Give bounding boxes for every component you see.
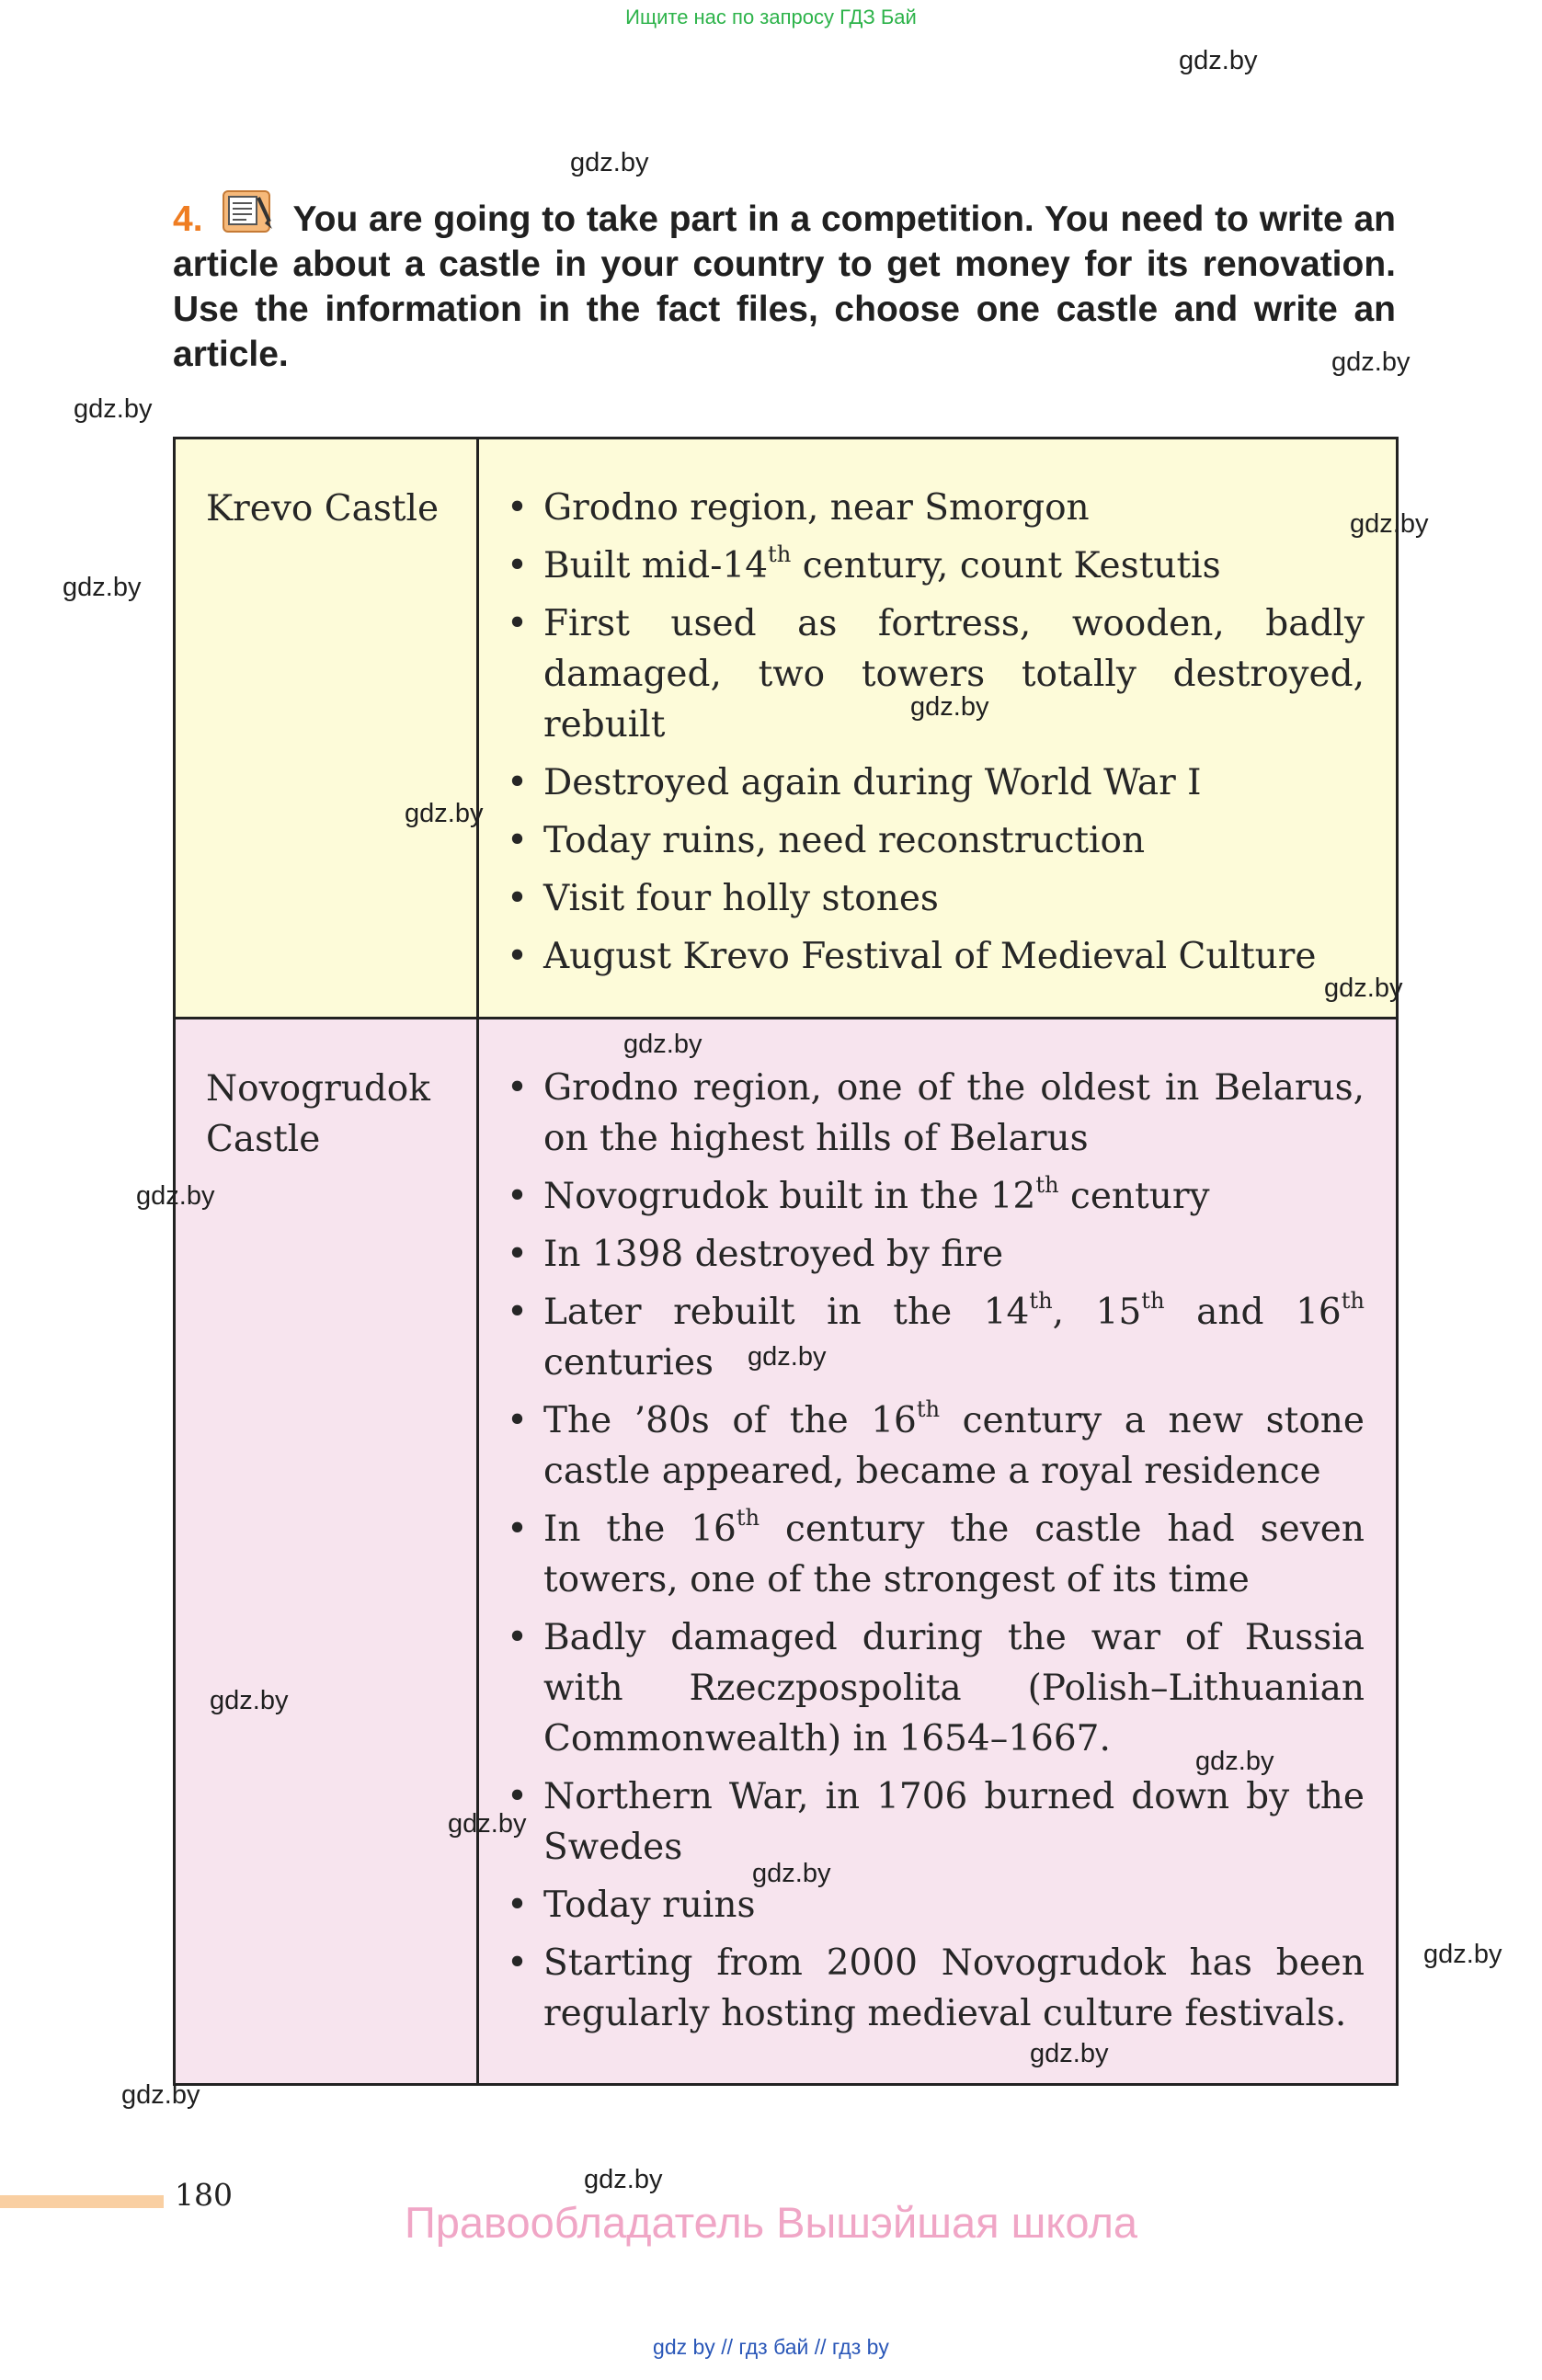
fact-text: Northern War, in 1706 burned down by the Swedes — [543, 1776, 1365, 1868]
fact-item: • In the 16th century the castle had seven towers, one of the strongest of its time — [507, 1505, 1365, 1600]
fact-item: • Badly damaged during the war of Russia with Rzeczpospolita (Polish–Lithuanian Commonwealth) in 1654–1667. — [507, 1617, 1365, 1759]
castle-name-cell — [175, 1019, 478, 2085]
page-number: 180 — [175, 2177, 233, 2213]
castle-name-cell — [175, 438, 478, 1019]
castle-name: Krevo Castle — [206, 488, 440, 530]
watermark: gdz.by — [1331, 347, 1411, 377]
watermark: gdz.by — [1030, 2039, 1109, 2068]
fact-item: • Novogrudok built in the 12th century — [507, 1172, 1210, 1217]
fact-text: Visit four holly stones — [543, 878, 939, 919]
watermark: gdz.by — [623, 1030, 702, 1059]
fact-text: Starting from 2000 Novogrudok has been regularly hosting medieval culture festivals. — [543, 1942, 1365, 2034]
watermark: gdz.by — [752, 1859, 831, 1888]
fact-item: • Later rebuilt in the 14th, 15th and 16th centuries — [507, 1288, 1365, 1384]
watermark: gdz.by — [1324, 974, 1403, 1003]
fact-text: Grodno region, one of the oldest in Belarus, on the highest hills of Belarus — [543, 1067, 1365, 1159]
watermark: gdz.by — [1423, 1940, 1502, 1969]
krevo-castle-row — [175, 438, 1398, 1019]
watermark: gdz.by — [448, 1809, 527, 1839]
watermark: gdz.by — [121, 2080, 200, 2110]
watermark: gdz.by — [570, 148, 649, 177]
novogrudok-facts-list — [503, 1063, 1365, 2039]
watermark: gdz.by — [210, 1686, 289, 1715]
task-instruction — [173, 188, 1396, 377]
castle-name: Novogrudok Castle — [206, 1068, 430, 1160]
fact-item: • In 1398 destroyed by fire — [507, 1234, 1004, 1275]
task-number: 4. — [173, 199, 203, 239]
watermark: gdz.by — [910, 692, 989, 722]
fact-item: • Destroyed again during World War I — [507, 762, 1202, 803]
fact-text: In the 16th century the castle had seven towers, one of the strongest of its time — [543, 1505, 1365, 1600]
fact-text: Novogrudok built in the 12th century — [543, 1172, 1210, 1217]
top-banner: Ищите нас по запросу ГДЗ Бай — [625, 6, 917, 28]
fact-item: • August Krevo Festival of Medieval Culture — [507, 936, 1317, 977]
fact-text: The ’80s of the 16th century a new stone castle appeared, became a royal residence — [543, 1396, 1365, 1492]
watermark: gdz.by — [74, 394, 153, 424]
fact-text: Built mid-14th century, count Kestutis — [543, 541, 1221, 586]
fact-text: Badly damaged during the war of Russia with Rzeczpospolita (Polish–Lithuanian Commonwealth) in 1654–1667. — [543, 1617, 1365, 1759]
krevo-facts-list — [503, 483, 1365, 982]
watermark: gdz.by — [1350, 509, 1429, 539]
fact-text: Later rebuilt in the 14th, 15th and 16th centuries — [543, 1288, 1365, 1384]
fact-files-table — [173, 437, 1399, 2086]
fact-text: Grodno region, near Smorgon — [543, 487, 1090, 529]
castle-facts-cell — [478, 1019, 1398, 2085]
castle-facts-cell — [478, 438, 1398, 1019]
fact-text: In 1398 destroyed by fire — [543, 1234, 1004, 1275]
fact-item: • Starting from 2000 Novogrudok has been regularly hosting medieval culture festivals. — [507, 1942, 1365, 2034]
watermark: gdz.by — [748, 1342, 827, 1372]
watermark: gdz.by — [136, 1181, 215, 1211]
watermark: gdz.by — [1195, 1747, 1274, 1776]
copyright-notice: Правообладатель Вышэйшая школа — [404, 2198, 1138, 2247]
footer-links[interactable]: gdz by // гдз бай // гдз by — [653, 2335, 889, 2359]
novogrudok-castle-row — [175, 1019, 1398, 2085]
fact-item: • Built mid-14th century, count Kestutis — [507, 541, 1221, 586]
fact-item: • Visit four holly stones — [507, 878, 939, 919]
fact-item: • Today ruins, need reconstruction — [507, 820, 1146, 861]
fact-text: Destroyed again during World War I — [543, 762, 1202, 803]
writing-task-icon — [222, 188, 275, 236]
task-text: You are going to take part in a competition. You need to write an article about a castle in your country to get money for its renovation. Use the information in the fact files, choose one castle and write an article. — [173, 199, 1396, 374]
watermark: gdz.by — [405, 799, 484, 828]
fact-text: August Krevo Festival of Medieval Culture — [543, 936, 1317, 977]
fact-text: Today ruins — [543, 1885, 756, 1926]
fact-item: • The ’80s of the 16th century a new stone castle appeared, became a royal residence — [507, 1396, 1365, 1492]
fact-item: • First used as fortress, wooden, badly damaged, two towers totally destroyed, rebuilt — [507, 603, 1365, 746]
fact-item: • Grodno region, near Smorgon — [507, 487, 1090, 529]
watermark: gdz.by — [1179, 46, 1258, 75]
fact-item: • Today ruins — [507, 1885, 756, 1926]
fact-item: • Grodno region, one of the oldest in Belarus, on the highest hills of Belarus — [507, 1067, 1365, 1159]
watermark: gdz.by — [584, 2165, 663, 2194]
fact-text: First used as fortress, wooden, badly damaged, two towers totally destroyed, rebuilt — [543, 603, 1365, 746]
fact-item: • Northern War, in 1706 burned down by the Swedes — [507, 1776, 1365, 1868]
fact-text: Today ruins, need reconstruction — [543, 820, 1146, 861]
watermark: gdz.by — [63, 573, 142, 602]
